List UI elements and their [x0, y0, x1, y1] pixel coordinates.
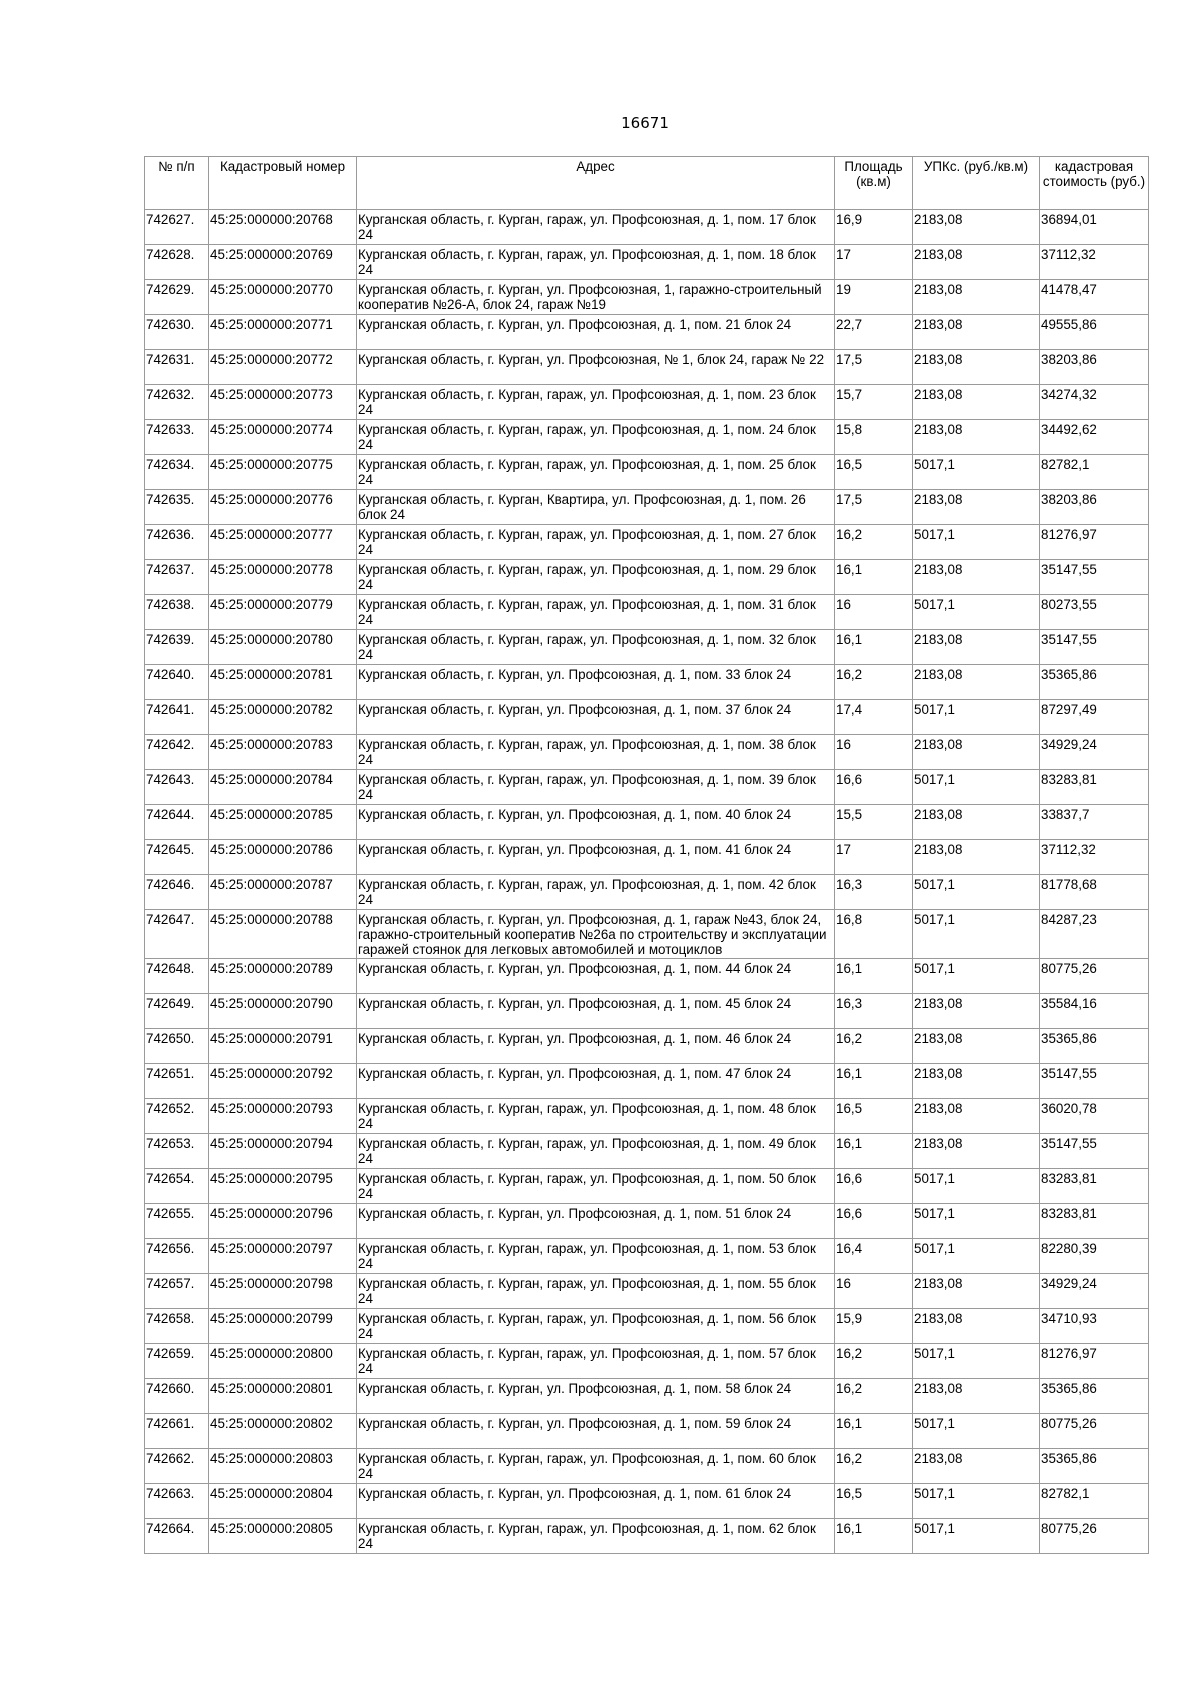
table-row	[145, 350, 1149, 385]
cell-cadastral-number: 45:25:000000:20792	[209, 1064, 357, 1099]
cell-cadastral-cost: 83283,81	[1040, 770, 1149, 805]
table-row	[145, 1379, 1149, 1414]
cell-cadastral-cost: 81276,97	[1040, 525, 1149, 560]
cell-cadastral-cost: 81276,97	[1040, 1344, 1149, 1379]
cell-num: 742651.	[145, 1064, 209, 1099]
cell-cadastral-cost: 35584,16	[1040, 994, 1149, 1029]
cell-area: 17,5	[835, 350, 913, 385]
cell-num: 742663.	[145, 1484, 209, 1519]
cell-address: Курганская область, г. Курган, гараж, ул. Профсоюзная, д. 1, пом. 60 блок 24	[357, 1449, 835, 1484]
cell-address: Курганская область, г. Курган, гараж, ул. Профсоюзная, д. 1, пом. 39 блок 24	[357, 770, 835, 805]
cell-num: 742658.	[145, 1309, 209, 1344]
cell-cadastral-cost: 34929,24	[1040, 1274, 1149, 1309]
cell-area: 16,1	[835, 1064, 913, 1099]
cell-upks: 2183,08	[913, 994, 1040, 1029]
cell-cadastral-cost: 35147,55	[1040, 1134, 1149, 1169]
cell-upks: 2183,08	[913, 350, 1040, 385]
cell-cadastral-cost: 34492,62	[1040, 420, 1149, 455]
cell-cadastral-number: 45:25:000000:20802	[209, 1414, 357, 1449]
cell-num: 742629.	[145, 280, 209, 315]
cell-area: 22,7	[835, 315, 913, 350]
cell-address: Курганская область, г. Курган, гараж, ул. Профсоюзная, д. 1, пом. 50 блок 24	[357, 1169, 835, 1204]
cell-area: 16,2	[835, 1344, 913, 1379]
cell-num: 742631.	[145, 350, 209, 385]
cell-num: 742662.	[145, 1449, 209, 1484]
cell-cadastral-cost: 33837,7	[1040, 805, 1149, 840]
cell-address: Курганская область, г. Курган, гараж, ул. Профсоюзная, д. 1, пом. 18 блок 24	[357, 245, 835, 280]
table-row	[145, 490, 1149, 525]
table-row	[145, 630, 1149, 665]
cell-address: Курганская область, г. Курган, ул. Профсоюзная, д. 1, пом. 40 блок 24	[357, 805, 835, 840]
cell-area: 17,5	[835, 490, 913, 525]
cell-area: 16,1	[835, 1134, 913, 1169]
cadastral-value-table	[144, 156, 1149, 1554]
cell-cadastral-number: 45:25:000000:20768	[209, 210, 357, 245]
cell-cadastral-cost: 37112,32	[1040, 840, 1149, 875]
cell-upks: 2183,08	[913, 1064, 1040, 1099]
cell-address: Курганская область, г. Курган, гараж, ул. Профсоюзная, д. 1, пом. 56 блок 24	[357, 1309, 835, 1344]
cell-cadastral-number: 45:25:000000:20784	[209, 770, 357, 805]
cell-address: Курганская область, г. Курган, ул. Профсоюзная, д. 1, пом. 21 блок 24	[357, 315, 835, 350]
table-row	[145, 245, 1149, 280]
cell-num: 742640.	[145, 665, 209, 700]
cell-area: 16,2	[835, 1379, 913, 1414]
table-row	[145, 595, 1149, 630]
cell-cadastral-cost: 80775,26	[1040, 959, 1149, 994]
cell-cadastral-number: 45:25:000000:20799	[209, 1309, 357, 1344]
cell-num: 742664.	[145, 1519, 209, 1554]
cell-area: 16	[835, 735, 913, 770]
cell-cadastral-number: 45:25:000000:20780	[209, 630, 357, 665]
cell-upks: 5017,1	[913, 455, 1040, 490]
cell-cadastral-cost: 35365,86	[1040, 1449, 1149, 1484]
header-area: Площадь (кв.м)	[835, 157, 913, 210]
cell-cadastral-cost: 35365,86	[1040, 1379, 1149, 1414]
table-row	[145, 1344, 1149, 1379]
cell-num: 742635.	[145, 490, 209, 525]
table-row	[145, 1484, 1149, 1519]
cell-cadastral-number: 45:25:000000:20805	[209, 1519, 357, 1554]
cell-area: 16,4	[835, 1239, 913, 1274]
cell-area: 16,5	[835, 1099, 913, 1134]
cell-upks: 2183,08	[913, 420, 1040, 455]
cell-address: Курганская область, г. Курган, гараж, ул. Профсоюзная, д. 1, пом. 42 блок 24	[357, 875, 835, 910]
cell-cadastral-number: 45:25:000000:20790	[209, 994, 357, 1029]
cell-cadastral-cost: 80775,26	[1040, 1519, 1149, 1554]
cell-upks: 5017,1	[913, 875, 1040, 910]
cell-cadastral-cost: 82782,1	[1040, 455, 1149, 490]
cell-upks: 5017,1	[913, 1414, 1040, 1449]
table-row	[145, 910, 1149, 959]
table-row	[145, 560, 1149, 595]
table-row	[145, 280, 1149, 315]
cell-cadastral-cost: 80273,55	[1040, 595, 1149, 630]
cell-cadastral-number: 45:25:000000:20771	[209, 315, 357, 350]
cell-upks: 5017,1	[913, 910, 1040, 959]
cell-cadastral-number: 45:25:000000:20777	[209, 525, 357, 560]
table-row	[145, 805, 1149, 840]
cell-cadastral-cost: 81778,68	[1040, 875, 1149, 910]
cell-cadastral-cost: 84287,23	[1040, 910, 1149, 959]
cell-address: Курганская область, г. Курган, Квартира, ул. Профсоюзная, д. 1, пом. 26 блок 24	[357, 490, 835, 525]
cell-cadastral-cost: 34710,93	[1040, 1309, 1149, 1344]
cell-num: 742634.	[145, 455, 209, 490]
cell-num: 742650.	[145, 1029, 209, 1064]
cell-address: Курганская область, г. Курган, ул. Профсоюзная, д. 1, пом. 61 блок 24	[357, 1484, 835, 1519]
table-row	[145, 1169, 1149, 1204]
table-row	[145, 1064, 1149, 1099]
table-row	[145, 1029, 1149, 1064]
cell-cadastral-number: 45:25:000000:20778	[209, 560, 357, 595]
cell-upks: 5017,1	[913, 1239, 1040, 1274]
table-row	[145, 994, 1149, 1029]
cell-num: 742643.	[145, 770, 209, 805]
table-row	[145, 1449, 1149, 1484]
cell-upks: 2183,08	[913, 210, 1040, 245]
table-row	[145, 1414, 1149, 1449]
cell-upks: 2183,08	[913, 1379, 1040, 1414]
cell-cadastral-number: 45:25:000000:20770	[209, 280, 357, 315]
cell-area: 15,9	[835, 1309, 913, 1344]
cell-cadastral-number: 45:25:000000:20796	[209, 1204, 357, 1239]
cell-area: 16,9	[835, 210, 913, 245]
cell-cadastral-cost: 87297,49	[1040, 700, 1149, 735]
cell-num: 742630.	[145, 315, 209, 350]
cell-cadastral-cost: 35365,86	[1040, 1029, 1149, 1064]
cell-num: 742653.	[145, 1134, 209, 1169]
table-row	[145, 1134, 1149, 1169]
table-header	[145, 157, 1149, 210]
cell-area: 17	[835, 840, 913, 875]
table-row	[145, 315, 1149, 350]
cell-cadastral-number: 45:25:000000:20776	[209, 490, 357, 525]
cell-area: 16	[835, 1274, 913, 1309]
cell-upks: 5017,1	[913, 1344, 1040, 1379]
cell-num: 742627.	[145, 210, 209, 245]
cell-cadastral-number: 45:25:000000:20783	[209, 735, 357, 770]
cell-upks: 5017,1	[913, 1204, 1040, 1239]
cell-upks: 2183,08	[913, 490, 1040, 525]
cell-upks: 2183,08	[913, 1029, 1040, 1064]
cell-address: Курганская область, г. Курган, ул. Профсоюзная, д. 1, пом. 37 блок 24	[357, 700, 835, 735]
cell-area: 15,5	[835, 805, 913, 840]
cell-cadastral-number: 45:25:000000:20791	[209, 1029, 357, 1064]
cell-num: 742657.	[145, 1274, 209, 1309]
cell-cadastral-number: 45:25:000000:20769	[209, 245, 357, 280]
cell-cadastral-number: 45:25:000000:20804	[209, 1484, 357, 1519]
cell-upks: 5017,1	[913, 959, 1040, 994]
table-body	[145, 210, 1149, 1554]
cell-address: Курганская область, г. Курган, гараж, ул. Профсоюзная, д. 1, пом. 62 блок 24	[357, 1519, 835, 1554]
cell-area: 15,8	[835, 420, 913, 455]
cell-num: 742645.	[145, 840, 209, 875]
cell-num: 742659.	[145, 1344, 209, 1379]
cell-area: 16,2	[835, 665, 913, 700]
cell-address: Курганская область, г. Курган, гараж, ул. Профсоюзная, д. 1, пом. 55 блок 24	[357, 1274, 835, 1309]
cell-area: 16,2	[835, 1029, 913, 1064]
cell-address: Курганская область, г. Курган, ул. Профсоюзная, д. 1, пом. 41 блок 24	[357, 840, 835, 875]
cell-cadastral-number: 45:25:000000:20772	[209, 350, 357, 385]
cell-address: Курганская область, г. Курган, гараж, ул. Профсоюзная, д. 1, пом. 57 блок 24	[357, 1344, 835, 1379]
cell-upks: 2183,08	[913, 630, 1040, 665]
cell-num: 742638.	[145, 595, 209, 630]
table-row	[145, 959, 1149, 994]
table-row	[145, 875, 1149, 910]
cell-upks: 5017,1	[913, 595, 1040, 630]
cell-num: 742654.	[145, 1169, 209, 1204]
cell-area: 16,1	[835, 1519, 913, 1554]
cell-cadastral-cost: 83283,81	[1040, 1204, 1149, 1239]
table-row	[145, 1239, 1149, 1274]
cell-address: Курганская область, г. Курган, ул. Профсоюзная, д. 1, пом. 58 блок 24	[357, 1379, 835, 1414]
cell-num: 742633.	[145, 420, 209, 455]
cell-cadastral-number: 45:25:000000:20797	[209, 1239, 357, 1274]
cell-cadastral-cost: 37112,32	[1040, 245, 1149, 280]
cell-address: Курганская область, г. Курган, ул. Профсоюзная, д. 1, гараж №43, блок 24, гаражно-строительный кооператив №26а по строительству и эксплуатации гаражей стоянок для легковых автомобилей и мотоциклов	[357, 910, 835, 959]
cell-cadastral-number: 45:25:000000:20801	[209, 1379, 357, 1414]
table-row	[145, 700, 1149, 735]
cell-upks: 2183,08	[913, 560, 1040, 595]
table-row	[145, 735, 1149, 770]
cell-num: 742639.	[145, 630, 209, 665]
cell-cadastral-number: 45:25:000000:20800	[209, 1344, 357, 1379]
cell-upks: 2183,08	[913, 1134, 1040, 1169]
header-num: № п/п	[145, 157, 209, 210]
table-row	[145, 1274, 1149, 1309]
cell-area: 16,3	[835, 994, 913, 1029]
cell-address: Курганская область, г. Курган, гараж, ул. Профсоюзная, д. 1, пом. 23 блок 24	[357, 385, 835, 420]
cell-upks: 2183,08	[913, 1449, 1040, 1484]
cell-cadastral-cost: 35147,55	[1040, 560, 1149, 595]
cell-num: 742632.	[145, 385, 209, 420]
cell-cadastral-number: 45:25:000000:20781	[209, 665, 357, 700]
cell-area: 19	[835, 280, 913, 315]
cell-num: 742655.	[145, 1204, 209, 1239]
cell-cadastral-cost: 80775,26	[1040, 1414, 1149, 1449]
table-row	[145, 665, 1149, 700]
table-row	[145, 455, 1149, 490]
cell-num: 742642.	[145, 735, 209, 770]
cell-upks: 5017,1	[913, 1519, 1040, 1554]
cell-cadastral-cost: 35365,86	[1040, 665, 1149, 700]
cell-area: 16,5	[835, 455, 913, 490]
cell-upks: 2183,08	[913, 245, 1040, 280]
header-upks: УПКс. (руб./кв.м)	[913, 157, 1040, 210]
cell-area: 17,4	[835, 700, 913, 735]
cell-address: Курганская область, г. Курган, ул. Профсоюзная, д. 1, пом. 45 блок 24	[357, 994, 835, 1029]
cell-upks: 2183,08	[913, 1274, 1040, 1309]
cell-upks: 5017,1	[913, 700, 1040, 735]
cell-cadastral-number: 45:25:000000:20786	[209, 840, 357, 875]
cell-num: 742649.	[145, 994, 209, 1029]
cell-num: 742661.	[145, 1414, 209, 1449]
cell-address: Курганская область, г. Курган, ул. Профсоюзная, д. 1, пом. 33 блок 24	[357, 665, 835, 700]
cell-num: 742644.	[145, 805, 209, 840]
cell-cadastral-cost: 34929,24	[1040, 735, 1149, 770]
cell-area: 16,5	[835, 1484, 913, 1519]
page-number: 16671	[621, 114, 669, 132]
cell-upks: 5017,1	[913, 1484, 1040, 1519]
header-cadastral-cost: кадастровая стоимость (руб.)	[1040, 157, 1149, 210]
cell-cadastral-number: 45:25:000000:20788	[209, 910, 357, 959]
table-row	[145, 1309, 1149, 1344]
cell-num: 742641.	[145, 700, 209, 735]
cell-cadastral-number: 45:25:000000:20774	[209, 420, 357, 455]
cell-upks: 5017,1	[913, 770, 1040, 805]
cell-area: 17	[835, 245, 913, 280]
cell-upks: 2183,08	[913, 385, 1040, 420]
cell-num: 742656.	[145, 1239, 209, 1274]
cell-address: Курганская область, г. Курган, ул. Профсоюзная, № 1, блок 24, гараж № 22	[357, 350, 835, 385]
table-row	[145, 770, 1149, 805]
cell-upks: 2183,08	[913, 805, 1040, 840]
cell-area: 16,3	[835, 875, 913, 910]
table-row	[145, 210, 1149, 245]
cell-cadastral-cost: 49555,86	[1040, 315, 1149, 350]
cell-address: Курганская область, г. Курган, гараж, ул. Профсоюзная, д. 1, пом. 17 блок 24	[357, 210, 835, 245]
cell-address: Курганская область, г. Курган, гараж, ул. Профсоюзная, д. 1, пом. 48 блок 24	[357, 1099, 835, 1134]
cell-upks: 2183,08	[913, 1099, 1040, 1134]
cell-address: Курганская область, г. Курган, гараж, ул. Профсоюзная, д. 1, пом. 29 блок 24	[357, 560, 835, 595]
cell-cadastral-cost: 36894,01	[1040, 210, 1149, 245]
cell-address: Курганская область, г. Курган, гараж, ул. Профсоюзная, д. 1, пом. 38 блок 24	[357, 735, 835, 770]
cell-address: Курганская область, г. Курган, ул. Профсоюзная, 1, гаражно-строительный кооператив №26-А, блок 24, гараж №19	[357, 280, 835, 315]
table-row	[145, 420, 1149, 455]
cell-area: 16,1	[835, 1414, 913, 1449]
table-row	[145, 1519, 1149, 1554]
cell-upks: 2183,08	[913, 735, 1040, 770]
cell-area: 15,7	[835, 385, 913, 420]
cell-address: Курганская область, г. Курган, ул. Профсоюзная, д. 1, пом. 47 блок 24	[357, 1064, 835, 1099]
cell-area: 16,1	[835, 560, 913, 595]
cell-cadastral-number: 45:25:000000:20773	[209, 385, 357, 420]
cell-address: Курганская область, г. Курган, гараж, ул. Профсоюзная, д. 1, пом. 24 блок 24	[357, 420, 835, 455]
header-row	[145, 157, 1149, 210]
cell-address: Курганская область, г. Курган, гараж, ул. Профсоюзная, д. 1, пом. 31 блок 24	[357, 595, 835, 630]
cell-area: 16,8	[835, 910, 913, 959]
cell-upks: 2183,08	[913, 1309, 1040, 1344]
cell-address: Курганская область, г. Курган, гараж, ул. Профсоюзная, д. 1, пом. 49 блок 24	[357, 1134, 835, 1169]
cell-cadastral-number: 45:25:000000:20794	[209, 1134, 357, 1169]
cell-cadastral-cost: 36020,78	[1040, 1099, 1149, 1134]
cell-address: Курганская область, г. Курган, гараж, ул. Профсоюзная, д. 1, пом. 32 блок 24	[357, 630, 835, 665]
cell-upks: 2183,08	[913, 280, 1040, 315]
header-cadastral-number: Кадастровый номер	[209, 157, 357, 210]
cell-num: 742647.	[145, 910, 209, 959]
cell-cadastral-cost: 34274,32	[1040, 385, 1149, 420]
cell-cadastral-cost: 38203,86	[1040, 350, 1149, 385]
table-row	[145, 525, 1149, 560]
cell-cadastral-number: 45:25:000000:20779	[209, 595, 357, 630]
cell-address: Курганская область, г. Курган, гараж, ул. Профсоюзная, д. 1, пом. 53 блок 24	[357, 1239, 835, 1274]
cell-upks: 2183,08	[913, 315, 1040, 350]
cell-cadastral-number: 45:25:000000:20793	[209, 1099, 357, 1134]
cell-cadastral-cost: 82280,39	[1040, 1239, 1149, 1274]
cell-cadastral-cost: 83283,81	[1040, 1169, 1149, 1204]
cell-num: 742652.	[145, 1099, 209, 1134]
cell-cadastral-number: 45:25:000000:20789	[209, 959, 357, 994]
cell-area: 16,6	[835, 1204, 913, 1239]
cell-upks: 2183,08	[913, 840, 1040, 875]
cell-address: Курганская область, г. Курган, гараж, ул. Профсоюзная, д. 1, пом. 25 блок 24	[357, 455, 835, 490]
cell-address: Курганская область, г. Курган, гараж, ул. Профсоюзная, д. 1, пом. 27 блок 24	[357, 525, 835, 560]
cell-cadastral-cost: 38203,86	[1040, 490, 1149, 525]
table-row	[145, 1204, 1149, 1239]
cell-area: 16	[835, 595, 913, 630]
header-address: Адрес	[357, 157, 835, 210]
cell-num: 742628.	[145, 245, 209, 280]
cell-cadastral-cost: 35147,55	[1040, 630, 1149, 665]
table-row	[145, 385, 1149, 420]
cell-num: 742636.	[145, 525, 209, 560]
cell-cadastral-cost: 82782,1	[1040, 1484, 1149, 1519]
cell-num: 742637.	[145, 560, 209, 595]
cell-cadastral-number: 45:25:000000:20787	[209, 875, 357, 910]
cell-area: 16,6	[835, 770, 913, 805]
cell-address: Курганская область, г. Курган, ул. Профсоюзная, д. 1, пом. 51 блок 24	[357, 1204, 835, 1239]
cell-address: Курганская область, г. Курган, ул. Профсоюзная, д. 1, пом. 59 блок 24	[357, 1414, 835, 1449]
cell-cadastral-cost: 35147,55	[1040, 1064, 1149, 1099]
cell-upks: 2183,08	[913, 665, 1040, 700]
cell-num: 742660.	[145, 1379, 209, 1414]
cell-upks: 5017,1	[913, 1169, 1040, 1204]
cell-num: 742646.	[145, 875, 209, 910]
cell-cadastral-number: 45:25:000000:20785	[209, 805, 357, 840]
cell-area: 16,1	[835, 630, 913, 665]
cell-area: 16,6	[835, 1169, 913, 1204]
cell-area: 16,1	[835, 959, 913, 994]
cell-area: 16,2	[835, 1449, 913, 1484]
cell-cadastral-number: 45:25:000000:20782	[209, 700, 357, 735]
table-row	[145, 840, 1149, 875]
cell-address: Курганская область, г. Курган, ул. Профсоюзная, д. 1, пом. 44 блок 24	[357, 959, 835, 994]
cell-cadastral-number: 45:25:000000:20775	[209, 455, 357, 490]
cell-upks: 5017,1	[913, 525, 1040, 560]
table-row	[145, 1099, 1149, 1134]
cell-cadastral-number: 45:25:000000:20798	[209, 1274, 357, 1309]
cell-cadastral-number: 45:25:000000:20803	[209, 1449, 357, 1484]
cell-address: Курганская область, г. Курган, ул. Профсоюзная, д. 1, пом. 46 блок 24	[357, 1029, 835, 1064]
cell-cadastral-cost: 41478,47	[1040, 280, 1149, 315]
cell-cadastral-number: 45:25:000000:20795	[209, 1169, 357, 1204]
cell-num: 742648.	[145, 959, 209, 994]
cell-area: 16,2	[835, 525, 913, 560]
